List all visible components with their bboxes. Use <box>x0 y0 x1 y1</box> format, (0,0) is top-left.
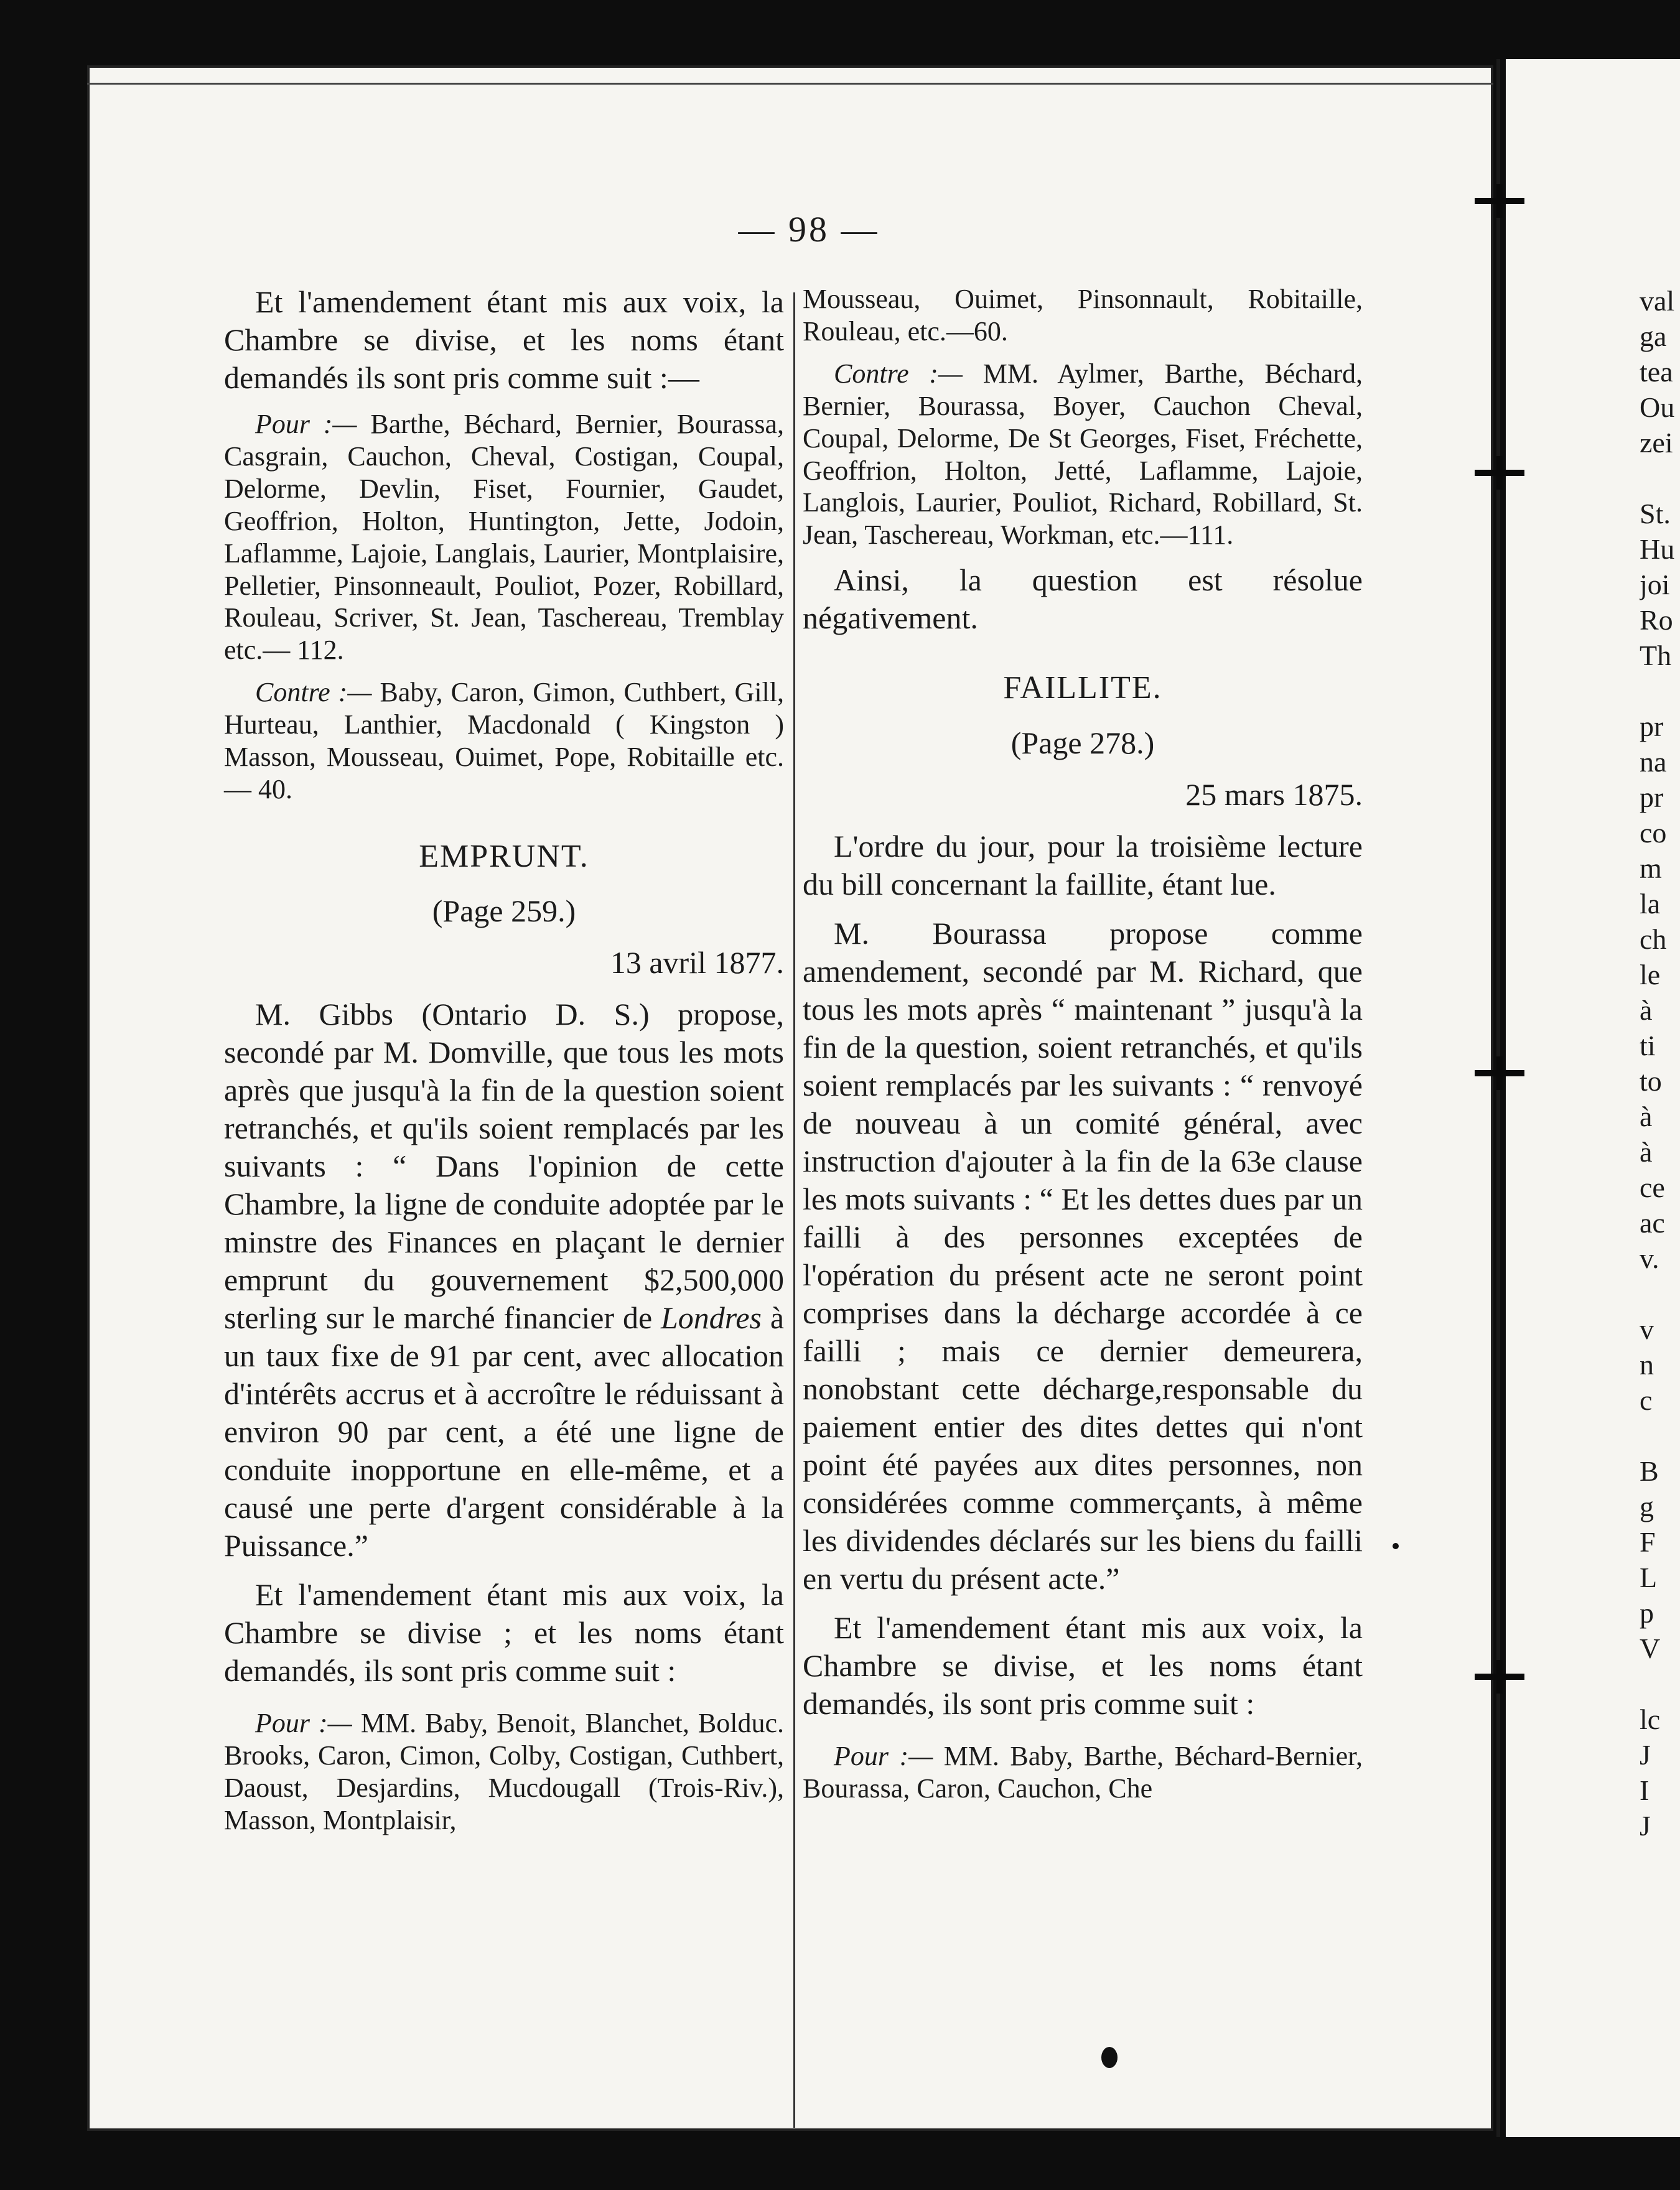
adjacent-page-fragment: à <box>1640 994 1653 1026</box>
vote-for <box>803 1740 1363 1805</box>
adjacent-page-fragment: v <box>1640 1313 1654 1345</box>
adjacent-page-fragment <box>1640 1418 1680 1453</box>
right-column <box>803 283 1363 1815</box>
vote-names: MM. Baby, Barthe, Béchard-Bernier, Bourassa, Caron, Cauchon, Che <box>803 1740 1363 1804</box>
vote-for <box>224 408 784 666</box>
vote-label: Pour :— <box>255 409 357 439</box>
text-run: M. Gibbs (Ontario D. S.) propose, secondé par M. Domville, que tous les mots après que jusqu'à la fin de la question soient retranchés, et qu'ils soient remplacés par les suivants : “ Dans l'opinion de cette Chambre, la ligne de conduite adoptée par le minstre des Finances en plaçant le dernier emprunt du gouvernement $2,500,000 sterling sur le marché financier de <box>224 997 784 1336</box>
page-reference: (Page 278.) <box>1010 725 1155 760</box>
date-line: 13 avril 1877. <box>610 945 784 981</box>
adjacent-page-fragment: na <box>1640 746 1667 778</box>
adjacent-page-fragment: ch <box>1640 923 1667 955</box>
vote-names: MM. Baby, Benoit, Blanchet, Bolduc. Brooks, Caron, Cimon, Colby, Costigan, Cuthbert, Daoust, Desjardins, Mucdougall (Trois-Riv.), Masson, Montplaisir, <box>224 1708 785 1836</box>
adjacent-page-fragment: L <box>1640 1562 1658 1593</box>
adjacent-page-fragment: m <box>1640 852 1662 884</box>
page-number: — 98 — <box>738 209 880 249</box>
adjacent-page-fragment: I <box>1640 1774 1650 1806</box>
adjacent-page-fragment: joi <box>1640 569 1670 600</box>
vote-against <box>803 358 1363 551</box>
binding-mark <box>1475 1070 1524 1076</box>
vote-for <box>224 1707 784 1837</box>
adjacent-page-fragment: zei <box>1640 427 1673 459</box>
adjacent-page-fragment: c <box>1640 1384 1653 1416</box>
adjacent-page-fragment <box>1640 673 1680 709</box>
adjacent-page-fragment: Ou <box>1640 391 1675 423</box>
adjacent-page-fragment: g <box>1640 1491 1654 1522</box>
adjacent-page-fragment: J <box>1640 1810 1651 1842</box>
section-heading: FAILLITE. <box>1003 670 1162 706</box>
vote-names-continued: Mousseau, Ouimet, Pinsonnault, Robitaille, Rouleau, etc.—60. <box>803 284 1363 347</box>
vote-names: Barthe, Béchard, Bernier, Bourassa, Casgrain, Cauchon, Cheval, Costigan, Coupal, Delorme, Devlin, Fiset, Fournier, Gaudet, Geoffrion, Holton, Huntington, Jette, Jodoin, Laflamme, Lajoie, Langlais, Laurier, Montplaisire, Pelletier, Pinsonneault, Pouliot, Pozer, Robillard, Rouleau, Scriver, St. Jean, Taschereau, Tremblay etc.— 112. <box>224 409 785 666</box>
date-line: 25 mars 1875. <box>1185 776 1363 812</box>
adjacent-page-fragment: val <box>1640 285 1675 317</box>
ink-spot <box>1393 1543 1399 1549</box>
vote-label: Contre :— <box>834 358 963 389</box>
paragraph <box>224 995 784 1565</box>
left-column <box>224 283 784 1847</box>
ink-spot <box>1101 2047 1118 2068</box>
adjacent-page-fragment: ce <box>1640 1172 1665 1203</box>
adjacent-page-text <box>1640 283 1680 1843</box>
vote-label: Pour :— <box>255 1708 352 1739</box>
vote-against <box>224 676 784 806</box>
paragraph: Ainsi, la question est résolue négativement. <box>803 562 1363 636</box>
adjacent-page-fragment: ga <box>1640 320 1667 352</box>
vote-label: Pour :— <box>834 1740 933 1771</box>
adjacent-page-fragment: à <box>1640 1101 1653 1132</box>
adjacent-page-fragment: St. <box>1640 498 1671 529</box>
paragraph: Et l'amendement étant mis aux voix, la Chambre se divise, et les noms étant demandés, ils sont pris comme suit : <box>803 1610 1363 1721</box>
adjacent-page-fragment: ac <box>1640 1207 1665 1239</box>
paragraph: Et l'amendement étant mis aux voix, la Chambre se divise, et les noms étant demandés ils sont pris comme suit :— <box>224 284 784 395</box>
adjacent-page-fragment <box>1640 460 1680 496</box>
adjacent-page-fragment: v. <box>1640 1242 1659 1274</box>
vote-names: Baby, Caron, Gimon, Cuthbert, Gill, Hurteau, Lanthier, Macdonald ( Kingston ) Masson, Mousseau, Ouimet, Pope, Robitaille etc.— 40. <box>224 677 784 804</box>
adjacent-page-fragment <box>1640 1276 1680 1312</box>
adjacent-page-fragment: lc <box>1640 1703 1661 1735</box>
paragraph: M. Bourassa propose comme amendement, secondé par M. Richard, que tous les mots après “ maintenant ” jusqu'à la fin de la question, soient retranchés, et qu'ils soient remplacés par les suivants : “ renvoyé de nouveau à un comité général, avec instruction d'ajouter à la fin de la 63e clause les mots suivants : “ Et les dettes dues par un failli à des personnes exceptées de l'opération du présent acte ne seront point comprises dans la décharge accordée à ce failli ; mais ce dernier demeurera, nonobstant cette décharge,responsable du paiement entier des dites dettes qui n'ont point été payées aux dites personnes, non considérées comme commerçants, à même les dividendes déclarés sur les biens du failli en vertu du présent acte.” <box>803 915 1363 1596</box>
italic-text: Londres <box>660 1300 762 1336</box>
adjacent-page-fragment: p <box>1640 1597 1654 1629</box>
adjacent-page-fragment <box>1640 1666 1680 1702</box>
adjacent-page-fragment: Ro <box>1640 604 1673 636</box>
section-heading: EMPRUNT. <box>419 838 589 874</box>
adjacent-page-fragment: la <box>1640 888 1661 920</box>
adjacent-page-fragment: pr <box>1640 711 1664 742</box>
adjacent-page-fragment: F <box>1640 1526 1656 1558</box>
text-run: à un taux fixe de 91 par cent, avec allocation d'intérêts accrus et à accroître le réduissant à environ 90 par cent, a été une ligne de conduite inopportune en elle-même, et a causé une perte d'argent considérable à la Puissance.” <box>224 1300 785 1563</box>
adjacent-page-fragment: Hu <box>1640 533 1675 565</box>
page-reference: (Page 259.) <box>432 893 576 929</box>
page-gutter <box>1496 59 1500 2137</box>
adjacent-page-fragment: J <box>1640 1739 1651 1771</box>
page-top-border <box>87 83 1493 85</box>
binding-mark <box>1475 198 1524 204</box>
binding-mark <box>1475 1674 1524 1680</box>
adjacent-page-fragment: to <box>1640 1065 1662 1097</box>
adjacent-page-fragment: n <box>1640 1349 1654 1381</box>
adjacent-page-fragment: ti <box>1640 1030 1656 1061</box>
paragraph: L'ordre du jour, pour la troisième lecture du bill concernant la faillite, étant lue. <box>803 828 1363 902</box>
binding-mark <box>1475 470 1524 476</box>
vote-label: Contre :— <box>255 677 372 708</box>
adjacent-page-fragment: pr <box>1640 781 1664 813</box>
adjacent-page-fragment: co <box>1640 817 1667 849</box>
column-divider <box>793 292 795 2128</box>
adjacent-page-fragment: le <box>1640 959 1661 990</box>
adjacent-page-fragment: Th <box>1640 640 1672 671</box>
adjacent-page-fragment: à <box>1640 1136 1653 1168</box>
adjacent-page-fragment: B <box>1640 1455 1659 1487</box>
adjacent-page-fragment: tea <box>1640 356 1673 388</box>
paragraph: Et l'amendement étant mis aux voix, la Chambre se divise ; et les noms étant demandés, ils sont pris comme suit : <box>224 1577 784 1689</box>
adjacent-page-fragment: V <box>1640 1633 1661 1664</box>
vote-names: MM. Aylmer, Barthe, Béchard, Bernier, Bourassa, Boyer, Cauchon Cheval, Coupal, Delorme, De St Georges, Fiset, Fréchette, Geoffrion, Holton, Jetté, Laflamme, Lajoie, Langlois, Laurier, Pouliot, Richard, Robillard, St. Jean, Taschereau, Workman, etc.—111. <box>803 358 1363 551</box>
